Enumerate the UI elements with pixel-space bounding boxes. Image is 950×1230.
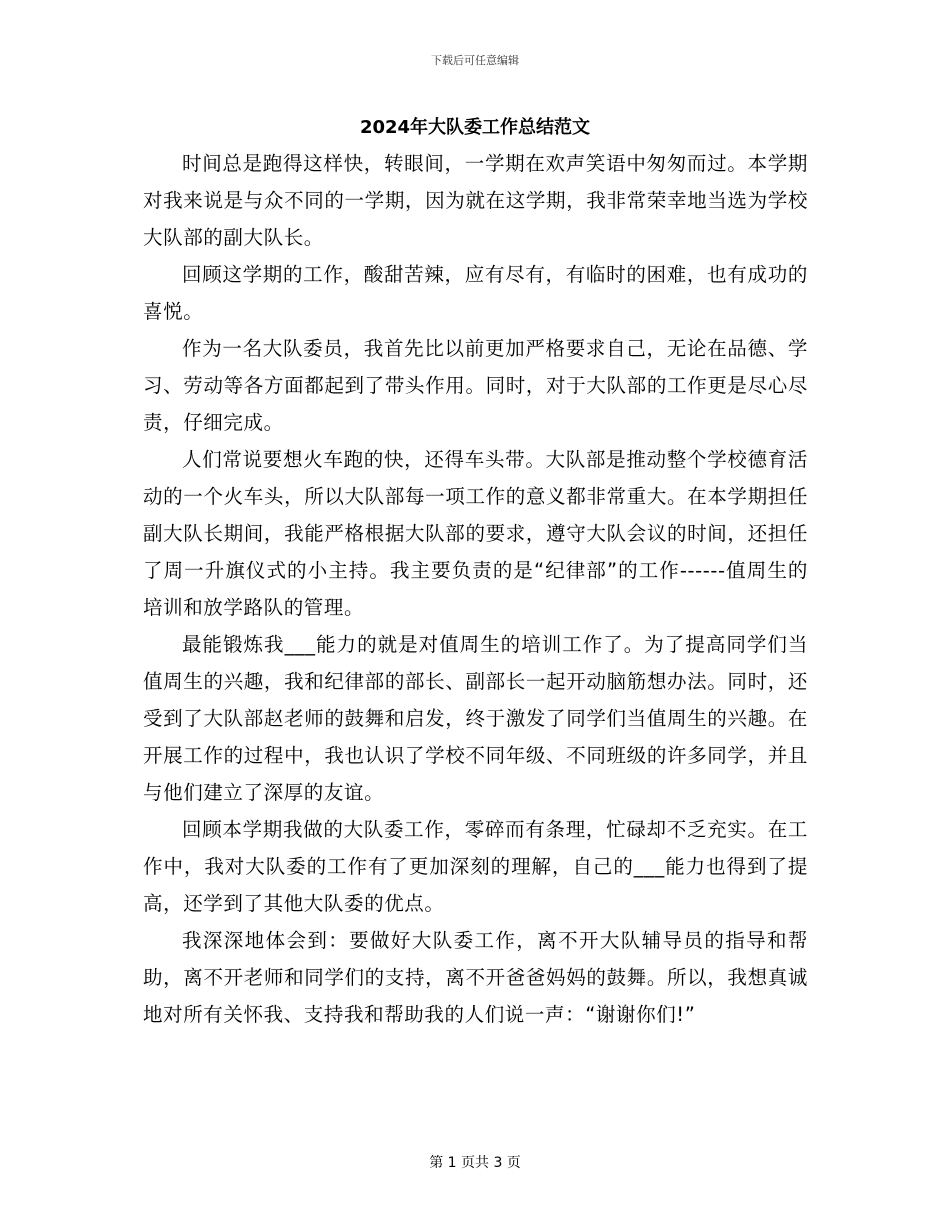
paragraph: 人们常说要想火车跑的快，还得车头带。大队部是推动整个学校德育活动的一个火车头，所以大队部每一项工作的意义都非常重大。在本学期担任副大队长期间，我能严格根据大队部的要求，遵守大队会议的时间，还担任了周一升旗仪式的小主持。我主要负责的是“纪律部”的工作------值周生的培训和放学路队的管理。	[143, 448, 808, 619]
document-title: 2024年大队委工作总结范文	[359, 117, 591, 138]
paragraph: 我深深地体会到：要做好大队委工作，离不开大队辅导员的指导和帮助，离不开老师和同学们的支持，离不开爸爸妈妈的鼓舞。所以，我想真诚地对所有关怀我、支持我和帮助我的人们说一声：“谢谢你们!”	[143, 929, 808, 1026]
document-body	[143, 145, 808, 1033]
page-number: 第 1 页共 3 页	[429, 1155, 521, 1171]
paragraph: 作为一名大队委员，我首先比以前更加严格要求自己，无论在品德、学习、劳动等各方面都起到了带头作用。同时，对于大队部的工作更是尽心尽责，仔细完成。	[143, 337, 808, 434]
header-note: 下载后可任意编辑	[431, 54, 519, 67]
paragraph: 回顾这学期的工作，酸甜苦辣，应有尽有，有临时的困难，也有成功的喜悦。	[143, 263, 808, 323]
paragraph: 时间总是跑得这样快，转眼间，一学期在欢声笑语中匆匆而过。本学期对我来说是与众不同的一学期，因为就在这学期，我非常荣幸地当选为学校大队部的副大队长。	[143, 152, 808, 249]
paragraph: 最能锻炼我___能力的就是对值周生的培训工作了。为了提高同学们当值周生的兴趣，我和纪律部的部长、副部长一起开动脑筋想办法。同时，还受到了大队部赵老师的鼓舞和启发，终于激发了同学们当值周生的兴趣。在开展工作的过程中，我也认识了学校不同年级、不同班级的许多同学，并且与他们建立了深厚的友谊。	[143, 633, 808, 804]
paragraph: 回顾本学期我做的大队委工作，零碎而有条理，忙碌却不乏充实。在工作中，我对大队委的工作有了更加深刻的理解，自己的___能力也得到了提高，还学到了其他大队委的优点。	[143, 818, 808, 915]
